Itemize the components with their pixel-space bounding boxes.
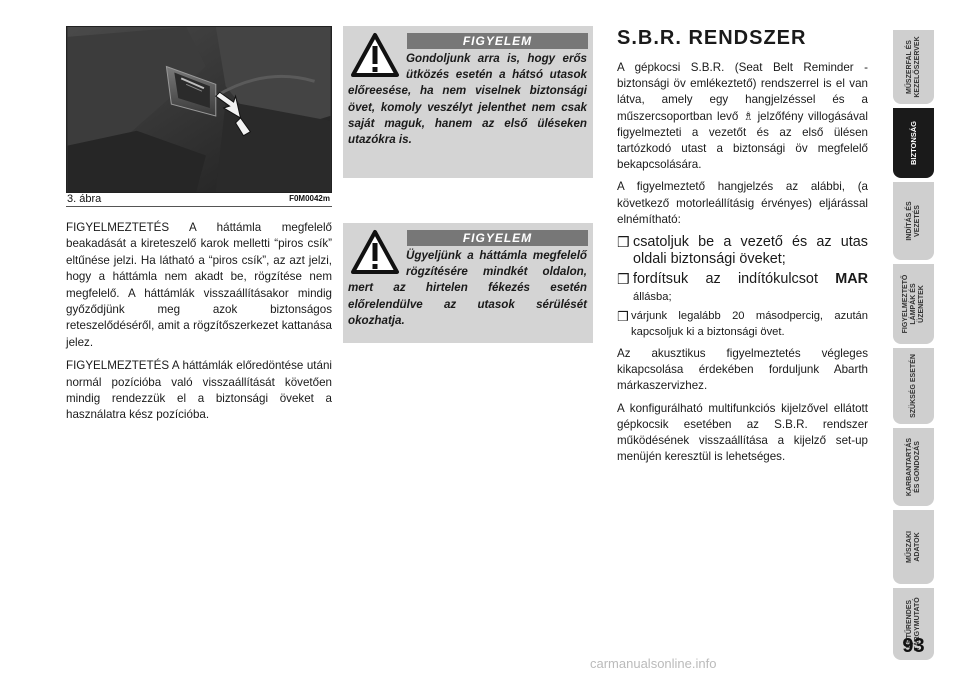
right-paragraph-4: A konfigurálható multifunkciós kijelzővel ellátott gépkocsik esetében az S.B.R. rendszer működésének visszaállítása a kijelző set-up menüjén keresztül is lehetséges.	[617, 401, 868, 464]
warning-header: FIGYELEM	[407, 230, 588, 246]
checkbox-bullet-icon: ❒	[617, 271, 630, 288]
tab-label: SZÜKSÉG ESETÉN	[909, 354, 917, 418]
tab-muszerfal[interactable]	[893, 30, 934, 104]
tab-label: BETŰRENDES TÁRGYMUTATÓ	[905, 597, 921, 651]
icon-spacer	[348, 248, 406, 280]
bullet-text: várjunk legalább 20 másodpercig, azután kapcsoljuk ki a biztonsági övet.	[631, 310, 868, 338]
bullet-item	[617, 234, 868, 268]
figure-divider	[66, 206, 332, 207]
figure-caption: 3. ábra	[67, 193, 102, 205]
seat-latch-photo	[67, 27, 331, 192]
left-column	[66, 220, 332, 431]
figure-caption-row	[66, 193, 332, 207]
icon-spacer	[348, 51, 406, 83]
warning-box-1	[343, 26, 593, 178]
tab-label: FIGYELMEZTETŐ LÁMPÁK ÉS ÜZENETEK	[901, 274, 925, 334]
warning-text-content: Ügyeljünk a háttámla megfelelő rögzítésére mindkét oldalon, mert az hirtelen fékezés esetén előrelendülve az utasok sérülését okozhatja.	[348, 249, 587, 327]
tab-inditas[interactable]	[893, 182, 934, 260]
bullet-text-a: fordítsuk az indítókulcsot	[633, 271, 818, 288]
warning-box-2	[343, 223, 593, 343]
left-paragraph-1: FIGYELMEZTETÉS A háttámla megfelelő beakadását a kireteszelő karok melletti “piros csík” eltűnése jelzi. Ha látható a “piros csík”, az azt jelzi, hogy a háttámla nem akadt be, rögzítése nem megfelelő. A háttámlák visszaállításakor mindig győződjünk meg azok biztonságos reteszelődéséről, amit a rögzítőszerkezet kattanása jelez.	[66, 221, 332, 349]
seat-latch-figure	[66, 26, 332, 193]
warning-text	[348, 248, 587, 329]
right-column	[617, 26, 868, 471]
bullet-item	[617, 309, 868, 340]
watermark: carmanualsonline.info	[590, 656, 717, 671]
key-position: MAR	[835, 271, 868, 288]
seat-belt-icon: ♗	[742, 109, 754, 123]
bullet-text-b: állásba;	[633, 291, 672, 304]
bullet-item	[617, 271, 868, 306]
figure-code: F0M0042m	[289, 194, 330, 203]
tab-label: BIZTONSÁG	[908, 120, 918, 166]
bullet-text: csatoljuk be a vezető és az utas oldali biztonsági öveket;	[633, 234, 868, 268]
left-paragraph-2: FIGYELMEZTETÉS A háttámlák előredöntése utáni normál pozícióba való visszaállítását követően mindig rendezzük el a biztonsági öveket a használatra kész pozícióba.	[66, 359, 332, 422]
tab-muszaki[interactable]	[893, 510, 934, 584]
warning-header: FIGYELEM	[407, 33, 588, 49]
right-paragraph-1	[617, 60, 868, 173]
warning-text-content: Gondoljunk arra is, hogy erős ütközés esetén a hátsó utasok előreesése, ha nem viselnek biztonsági övet, komoly veszélyt jelenthet nem csak saját maguk, hanem az első üléseken utazókra is.	[348, 52, 587, 147]
tab-figyelmezteto[interactable]	[893, 264, 934, 344]
right-paragraph-2: A figyelmeztető hangjelzés az alábbi, (a következő motorleállításig érvényes) eljárással elnémítható:	[617, 180, 868, 226]
section-title: S.B.R. RENDSZER	[617, 27, 807, 49]
tab-label: KARBANTARTÁS ÉS GONDOZÁS	[905, 437, 921, 497]
tab-karbantartas[interactable]	[893, 428, 934, 506]
bullet-text	[633, 271, 868, 306]
tab-label: MŰSZAKI ADATOK	[905, 531, 921, 563]
tab-biztonsag[interactable]	[893, 108, 934, 178]
tab-label: INDÍTÁS ÉS VEZETÉS	[905, 201, 921, 241]
tab-label: MŰSZERFAL ÉS KEZELŐSZERVEK	[905, 36, 921, 98]
warning-text	[348, 51, 587, 148]
checkbox-bullet-icon: ❒	[617, 309, 629, 325]
checkbox-bullet-icon: ❒	[617, 234, 630, 251]
tab-szukseg[interactable]	[893, 348, 934, 424]
page-number: 93	[902, 635, 925, 657]
right-paragraph-1-b: jelzőfény villogásával figyelmezteti a vezetőt és az első ülésen tartózkodó utast a biztonsági öv megfelelő bekapcsolására.	[617, 109, 868, 172]
right-paragraph-3: Az akusztikus figyelmeztetés végleges kikapcsolása érdekében forduljunk Abarth márkaszervizhez.	[617, 347, 868, 393]
right-paragraph-1-a: A gépkocsi S.B.R. (Seat Belt Reminder - biztonsági öv emlékeztető) rendszerrel is el van látva, amely egy hangjelzéssel és a műszercsoportban levő	[617, 61, 868, 123]
